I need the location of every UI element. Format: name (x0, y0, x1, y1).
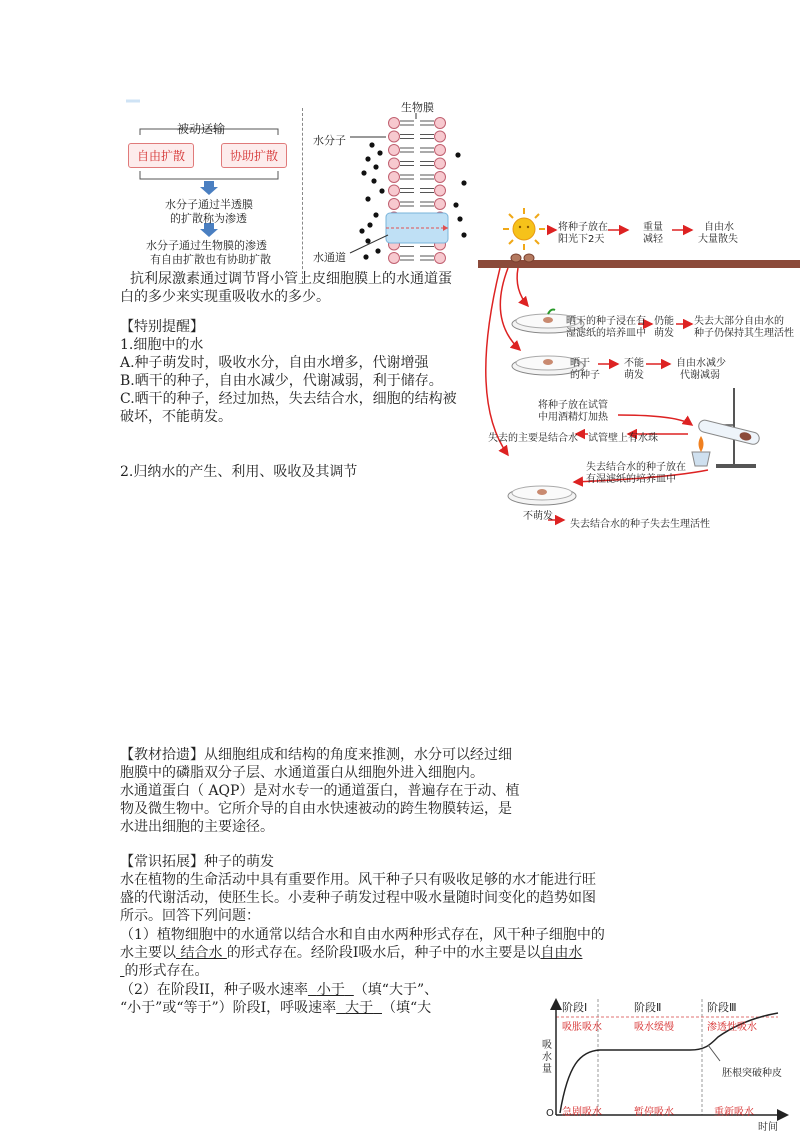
common-sense-line-3: 所示。回答下列问题： (120, 908, 260, 924)
q1-answer-2-text: 自由水 (540, 945, 583, 961)
water-molecule-dot (369, 142, 374, 147)
bound-dish-1: 失去结合水的种子放在 (586, 462, 686, 473)
dried-seed-1: 晒干 (570, 358, 590, 369)
phospholipid-head (435, 158, 446, 169)
q1-answer-1-text: 结合水 (180, 945, 223, 961)
textbook-section (120, 746, 512, 764)
diagram-divider (302, 108, 303, 284)
water-molecule-dot (371, 178, 376, 183)
lost-life-label: 失去结合水的种子失去生理活性 (570, 519, 710, 530)
can-germinate-1: 仍能 (654, 316, 674, 327)
membrane-osmosis-line-2: 有自由扩散也有协助扩散 (150, 253, 271, 266)
weight-label-2: 减轻 (643, 234, 663, 245)
textbook-line-3: 水通道蛋白（ AQP）是对水专一的通道蛋白，普遍存在于动、植 (120, 783, 520, 799)
question-2-line-1 (120, 981, 438, 999)
can-germinate-2: 萌发 (654, 328, 674, 339)
question-2-line-2 (120, 999, 431, 1017)
q2-text-a: （2）在阶段II，种子吸水速率 (120, 982, 308, 998)
tip-item-1: 1.细胞中的水 (120, 337, 204, 353)
phospholipid-head (435, 253, 446, 264)
membrane-diagram (310, 95, 470, 275)
q1-text-b: 的形式存在。经阶段Ⅰ吸水后，种子中的水主要是以 (226, 945, 541, 961)
q2-text-c: “小于”或“等于”）阶段I，呼吸速率 (120, 1000, 337, 1016)
phospholipid-head (389, 253, 400, 264)
sun-icon (503, 208, 545, 250)
water-molecule-dot (379, 188, 384, 193)
phospholipid-head (435, 172, 446, 183)
stage-3-bottom-note: 重新吸水 (714, 1107, 754, 1118)
water-molecule-dot (461, 180, 466, 185)
water-molecule-dot (455, 152, 460, 157)
tip-item-b: B.晒干的种子，自由水减少，代谢减弱，利于储存。 (120, 373, 443, 389)
phospholipid-head (389, 145, 400, 156)
y-axis-label: 吸水量 (542, 1040, 552, 1075)
phospholipid-head (435, 131, 446, 142)
water-molecule-dot (363, 254, 368, 259)
free-diffusion-box: 自由扩散 (128, 143, 194, 168)
q2-answer-1 (308, 982, 354, 998)
droplets-label: 试管壁上有水珠 (588, 433, 658, 444)
stage-2-bottom-note: 暂停吸水 (634, 1107, 674, 1118)
phospholipid-head (389, 158, 400, 169)
passive-transport-label: 被动运输 (177, 122, 226, 136)
stage-2-label: 阶段Ⅱ (634, 1001, 662, 1014)
osmosis-line-1: 水分子通过半透膜 (165, 198, 253, 211)
q2-answer-2-text: 大于 (345, 1000, 374, 1016)
osmosis-line-2: 的扩散称为渗透 (170, 212, 247, 225)
free-water-label-2: 大量散失 (698, 234, 738, 245)
textbook-line-4: 物及微生物中。它所介导的自由水快速被动的跨生物膜转运，是 (120, 801, 512, 817)
no-germinate-label: 不萌发 (523, 511, 553, 522)
membrane-osmosis-line-1: 水分子通过生物膜的渗透 (146, 239, 267, 252)
water-channel-label: 水通道 (313, 251, 346, 264)
water-molecule-dot (365, 238, 370, 243)
sun-step-label-2: 阳光下2天 (558, 234, 605, 245)
sun-step-label-1: 将种子放在 (558, 222, 608, 233)
membrane-title: 生物膜 (401, 101, 434, 114)
free-less-1: 自由水减少 (676, 358, 726, 369)
stage-1-top-note: 吸胀吸水 (562, 1022, 602, 1033)
q1-text-a: 水主要以 (120, 945, 176, 961)
lost-water-life-2: 种子仍保持其生理活性 (694, 328, 794, 339)
q1-answer-2 (540, 945, 582, 961)
phospholipid-head (389, 118, 400, 129)
water-molecule-dot (361, 170, 366, 175)
water-molecule-dot (365, 156, 370, 161)
question-1-line-2 (120, 944, 582, 962)
textbook-heading: 【教材拾遗】 (120, 747, 204, 763)
question-1-line-1: （1）植物细胞中的水通常以结合水和自由水两种形式存在，风干种子细胞中的 (120, 927, 605, 943)
phospholipid-head (389, 172, 400, 183)
phospholipid-head (435, 145, 446, 156)
tip-item-c-line-1: C.晒干的种子，经过加热，失去结合水，细胞的结构被 (120, 391, 457, 407)
water-molecule-dot (461, 232, 466, 237)
stage-2-top-note: 吸水缓慢 (634, 1022, 674, 1033)
x-axis-label: 时间 (758, 1122, 778, 1133)
water-molecule-dot (367, 222, 372, 227)
tip-item-2: 2.归纳水的产生、利用、吸收及其调节 (120, 464, 358, 480)
q2-answer-2 (336, 1000, 382, 1016)
heat-tube-1: 将种子放在试管 (538, 400, 608, 411)
stage-1-label: 阶段Ⅰ (562, 1001, 588, 1014)
water-molecule-dot (377, 150, 382, 155)
adh-text-line-1: 抗利尿激素通过调节肾小管上皮细胞膜上的水通道蛋 (130, 271, 452, 287)
lost-water-life-1: 失去大部分自由水的 (694, 316, 784, 327)
phospholipid-head (389, 185, 400, 196)
bound-dish-2: 有湿滤纸的培养皿中 (586, 474, 676, 485)
water-molecule-dot (365, 196, 370, 201)
common-sense-line-2: 盛的代谢活动，使胚生长。小麦种子萌发过程中吸水量随时间变化的趋势如图 (120, 890, 596, 906)
q1-line3-text: 的形式存在。 (124, 963, 209, 979)
water-molecule-dot (375, 248, 380, 253)
tip-item-a: A.种子萌发时，吸收水分，自由水增多，代谢增强 (120, 355, 429, 371)
adh-text-line-2: 白的多少来实现重吸收水的多少。 (120, 289, 330, 305)
origin-label: O (546, 1108, 554, 1119)
dish1-label-1: 晒干的种子浸在有 (566, 316, 646, 327)
phospholipid-head (435, 185, 446, 196)
free-less-2: 代谢减弱 (680, 370, 720, 381)
common-sense-heading: 【常识拓展】 (120, 854, 204, 870)
common-sense-line-1: 水在植物的生命活动中具有重要作用。风干种子只有吸收足够的水才能进行旺 (120, 872, 596, 888)
phospholipid-head (435, 199, 446, 210)
stage-1-bottom-note: 急剧吸水 (562, 1107, 602, 1118)
tip-heading: 【特别提醒】 (120, 319, 204, 335)
question-1-line-3 (120, 962, 208, 980)
q2-answer-1-text: 小于 (316, 982, 345, 998)
phospholipid-head (389, 199, 400, 210)
heat-tube-2: 中用酒精灯加热 (538, 412, 608, 423)
water-molecule-label: 水分子 (313, 134, 346, 147)
dish1-label-2: 湿滤纸的培养皿中 (566, 328, 646, 339)
water-molecule-dot (457, 216, 462, 221)
water-molecule-dot (373, 164, 378, 169)
water-molecule-dot (373, 212, 378, 217)
tip-item-c-line-2: 破坏，不能萌发。 (120, 409, 232, 425)
textbook-line-5: 水进出细胞的主要途径。 (120, 819, 274, 835)
lost-bound-label: 失去的主要是结合水 (488, 433, 578, 444)
assisted-diffusion-box: 协助扩散 (221, 143, 287, 168)
q2-text-b: （填“大于”、 (353, 982, 439, 998)
common-sense-section (120, 853, 274, 871)
stage-3-label: 阶段Ⅲ (707, 1001, 737, 1014)
textbook-line-1: 从细胞组成和结构的角度来推测，水分可以经过细 (204, 747, 512, 763)
dried-seed-2: 的种子 (570, 370, 600, 381)
cannot-germinate-1: 不能 (624, 358, 644, 369)
cannot-germinate-2: 萌发 (624, 370, 644, 381)
stage-3-top-note: 渗透性吸水 (707, 1022, 757, 1033)
q2-text-d: （填“大 (381, 1000, 432, 1016)
free-water-label-1: 自由水 (704, 222, 734, 233)
q1-answer-1 (176, 945, 227, 961)
textbook-line-2: 胞膜中的磷脂双分子层、水通道蛋白从细胞外进入细胞内。 (120, 765, 484, 781)
common-sense-title: 种子的萌发 (204, 854, 274, 870)
weight-label-1: 重量 (643, 222, 663, 233)
annotation-leader (708, 1045, 720, 1061)
water-molecule-dot (453, 202, 458, 207)
water-molecule-dot (359, 228, 364, 233)
radicle-annotation: 胚根突破种皮 (722, 1068, 782, 1079)
phospholipid-head (435, 118, 446, 129)
phospholipid-head (389, 131, 400, 142)
